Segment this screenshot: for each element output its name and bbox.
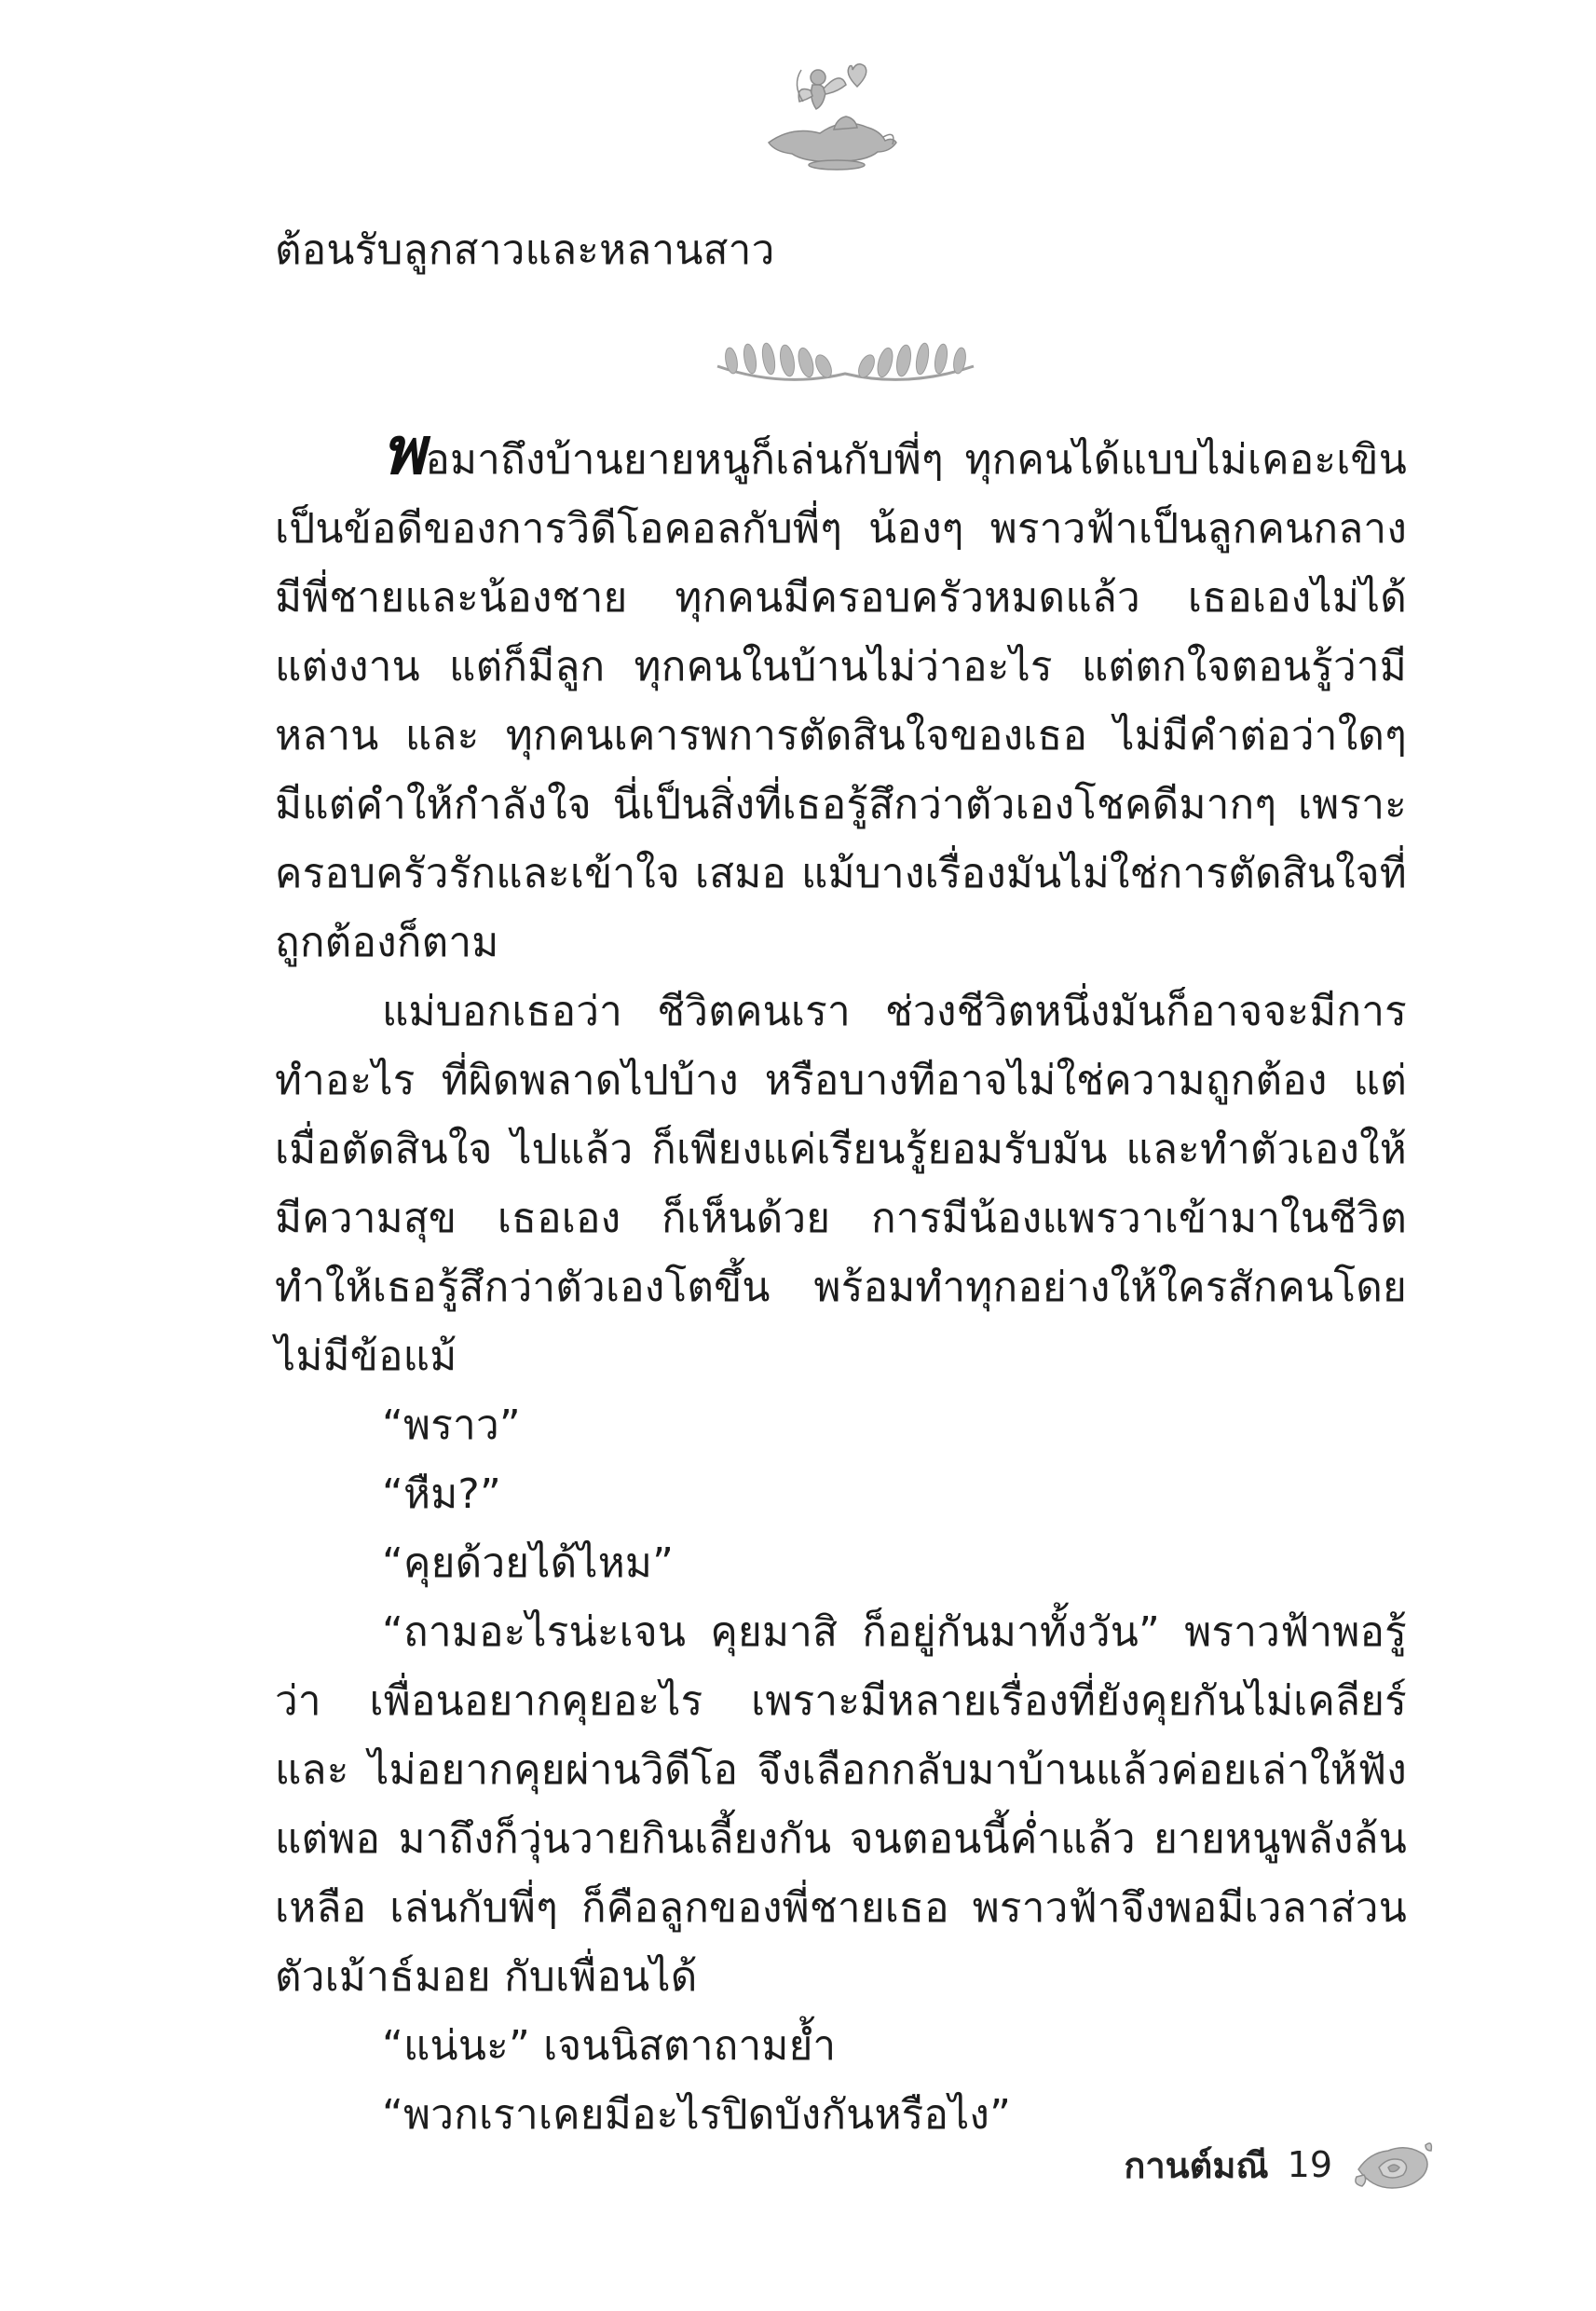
opening-line: ต้อนรับลูกสาวและหลานสาว [275,226,775,274]
dialog-line: “คุยด้วยได้ไหม” [382,1539,675,1587]
paragraph: แม่บอกเธอว่า ชีวิตคนเรา ช่วงชีวิตหนึ่งมันก็อาจจะมีการทำอะไร ที่ผิดพลาดไปบ้าง หรือบางทีอาจไม่ใช่ความถูกต้อง แต่เมื่อตัดสินใจ ไปแล้ว ก็เพียงแค่เรียนรู้ยอมรับมัน และทำตัวเองให้มีความสุข เธอเอง ก็เห็นด้วย การมีน้องแพรวาเข้ามาในชีวิต ทำให้เธอรู้สึกว่าตัวเองโตขึ้น พร้อมทำทุกอย่างให้ใครสักคนโดยไม่มีข้อแม้ [275,988,1407,1380]
body-text [275,412,1407,2150]
dialog-line: “แน่นะ” เจนนิสตาถามย้ำ [382,2022,837,2070]
dialog-line: “หืม?” [382,1470,501,1518]
leaf-vine-divider-icon [708,331,983,396]
paragraph-text: อมาถึงบ้านยายหนูก็เล่นกับพี่ๆ ทุกคนได้แบบไม่เคอะเขิน เป็นข้อดีของการวิดีโอคอลกับพี่ๆ น้องๆ พราวฟ้าเป็นลูกคนกลาง มีพี่ชายและน้องชาย ทุกคนมีครอบครัวหมดแล้ว เธอเองไม่ได้แต่งงาน แต่ก็มีลูก ทุกคนในบ้านไม่ว่าอะไร แต่ตกใจตอนรู้ว่ามีหลาน และ ทุกคนเคารพการตัดสินใจของเธอ ไม่มีคำต่อว่าใดๆ มีแต่คำให้กำลังใจ นี่เป็นสิ่งที่เธอรู้สึกว่าตัวเองโชคดีมากๆ เพราะครอบครัวรักและเข้าใจ เสมอ แม้บางเรื่องมันไม่ใช่การตัดสินใจที่ถูกต้องก็ตาม [275,436,1407,966]
page-footer [1081,2127,1435,2202]
paragraph: “ถามอะไรน่ะเจน คุยมาสิ ก็อยู่กันมาทั้งวัน” พราวฟ้าพอรู้ว่า เพื่อนอยากคุยอะไร เพราะมีหลายเรื่องที่ยังคุยกันไม่เคลียร์ และ ไม่อยากคุยผ่านวิดีโอ จึงเลือกกลับมาบ้านแล้วค่อยเล่าให้ฟัง แต่พอ มาถึงก็วุ่นวายกินเลี้ยงกัน จนตอนนี้ค่ำแล้ว ยายหนูพลังล้นเหลือ เล่นกับพี่ๆ ก็คือลูกของพี่ชายเธอ พราวฟ้าจึงพอมีเวลาส่วนตัวเม้าธ์มอย กับเพื่อนได้ [275,1608,1407,2001]
cupid-lamp-ornament-icon [755,51,904,172]
paragraph [275,412,1407,978]
drop-cap: พ [382,412,426,489]
page-number: 19 [1287,2144,1332,2185]
dialog-line: “พวกเราเคยมีอะไรปิดบังกันหรือไง” [382,2091,1012,2139]
book-title: กานต์มณี [1124,2144,1269,2186]
rose-icon [1351,2132,1435,2197]
dialog-line: “พราว” [382,1402,521,1449]
